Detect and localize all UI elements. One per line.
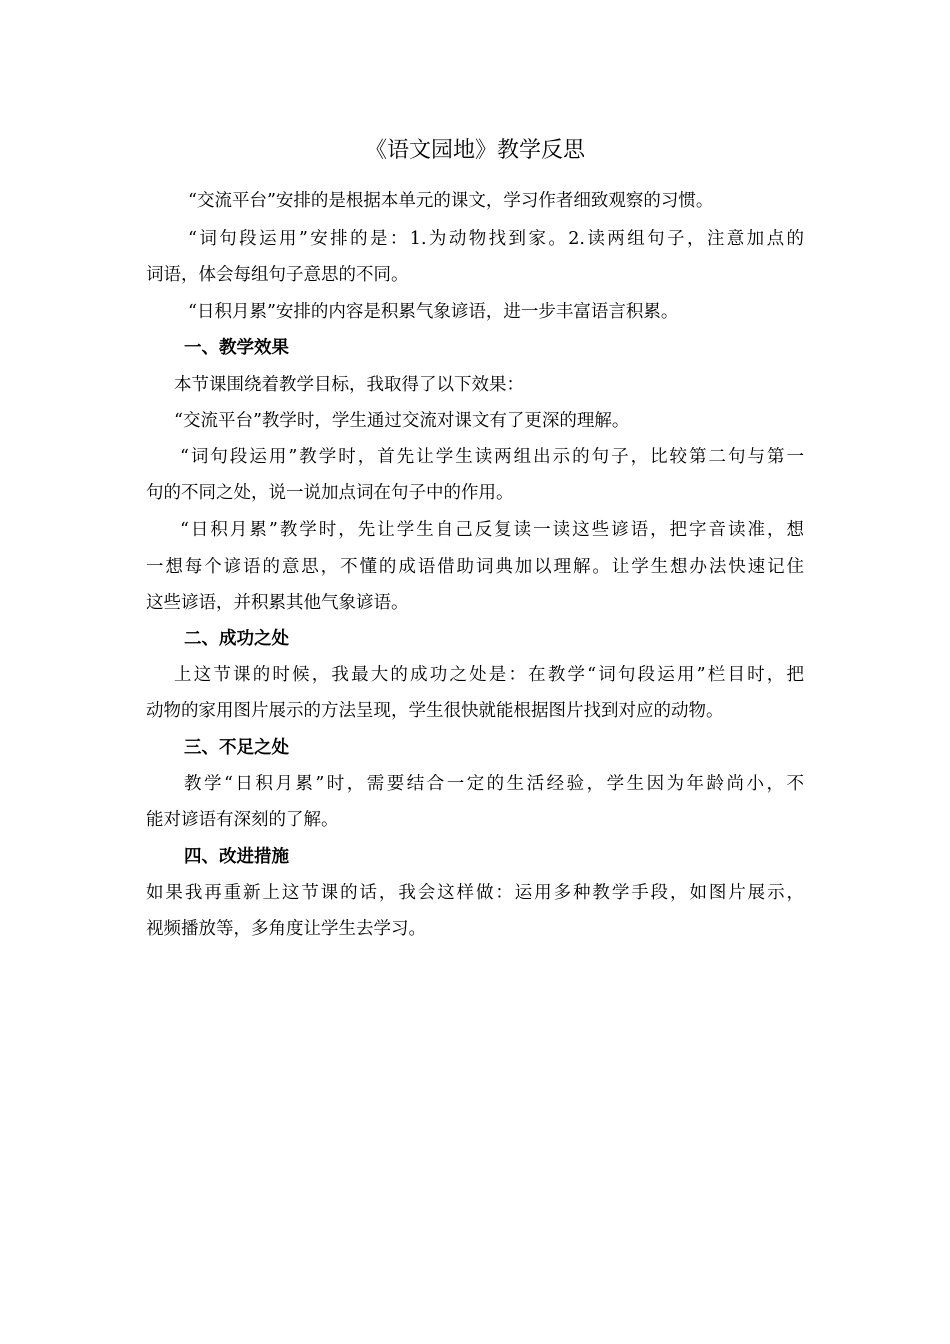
intro-paragraph-2-line-1: “词句段运用”安排的是：1.为动物找到家。2.读两组句子，注意加点的 <box>188 229 804 249</box>
intro-paragraph-3: “日积月累”安排的内容是积累气象谚语，进一步丰富语言积累。 <box>188 302 679 322</box>
section-heading-shortcomings: 三、不足之处 <box>184 738 289 758</box>
document-title: 《语文园地》教学反思 <box>364 138 585 163</box>
section1-line-2: “交流平台”教学时，学生通过交流对课文有了更深的理解。 <box>174 411 630 431</box>
section-heading-success: 二、成功之处 <box>184 629 289 649</box>
section3-line-2: 能对谚语有深刻的了解。 <box>146 810 339 830</box>
section2-line-2: 动物的家用图片展示的方法呈现，学生很快就能根据图片找到对应的动物。 <box>146 701 724 721</box>
section1-line-4: 句的不同之处，说一说加点词在句子中的作用。 <box>146 483 514 503</box>
section1-line-5: “日积月累”教学时，先让学生自己反复读一读这些谚语，把字音读准，想 <box>180 520 804 540</box>
section1-line-3: “词句段运用”教学时，首先让学生读两组出示的句子，比较第二句与第一 <box>180 447 804 467</box>
intro-paragraph-1: “交流平台”安排的是根据本单元的课文，学习作者细致观察的习惯。 <box>188 191 714 211</box>
section1-line-7: 这些谚语，并积累其他气象谚语。 <box>146 593 409 613</box>
section-heading-teaching-effect: 一、教学效果 <box>184 338 289 358</box>
section1-line-6: 一想每个谚语的意思，不懂的成语借助词典加以理解。让学生想办法快速记住 <box>146 557 804 577</box>
section2-line-1: 上这节课的时候，我最大的成功之处是：在教学“词句段运用”栏目时，把 <box>174 665 804 685</box>
section1-line-1: 本节课围绕着教学目标，我取得了以下效果： <box>174 375 524 395</box>
section3-line-1: 教学“日积月累”时，需要结合一定的生活经验，学生因为年龄尚小，不 <box>184 774 804 794</box>
intro-paragraph-2-line-2: 词语，体会每组句子意思的不同。 <box>146 265 409 285</box>
section4-line-1: 如果我再重新上这节课的话，我会这样做：运用多种教学手段，如图片展示， <box>146 883 804 903</box>
section-heading-improvements: 四、改进措施 <box>184 847 289 867</box>
section4-line-2: 视频播放等，多角度让学生去学习。 <box>146 919 426 939</box>
